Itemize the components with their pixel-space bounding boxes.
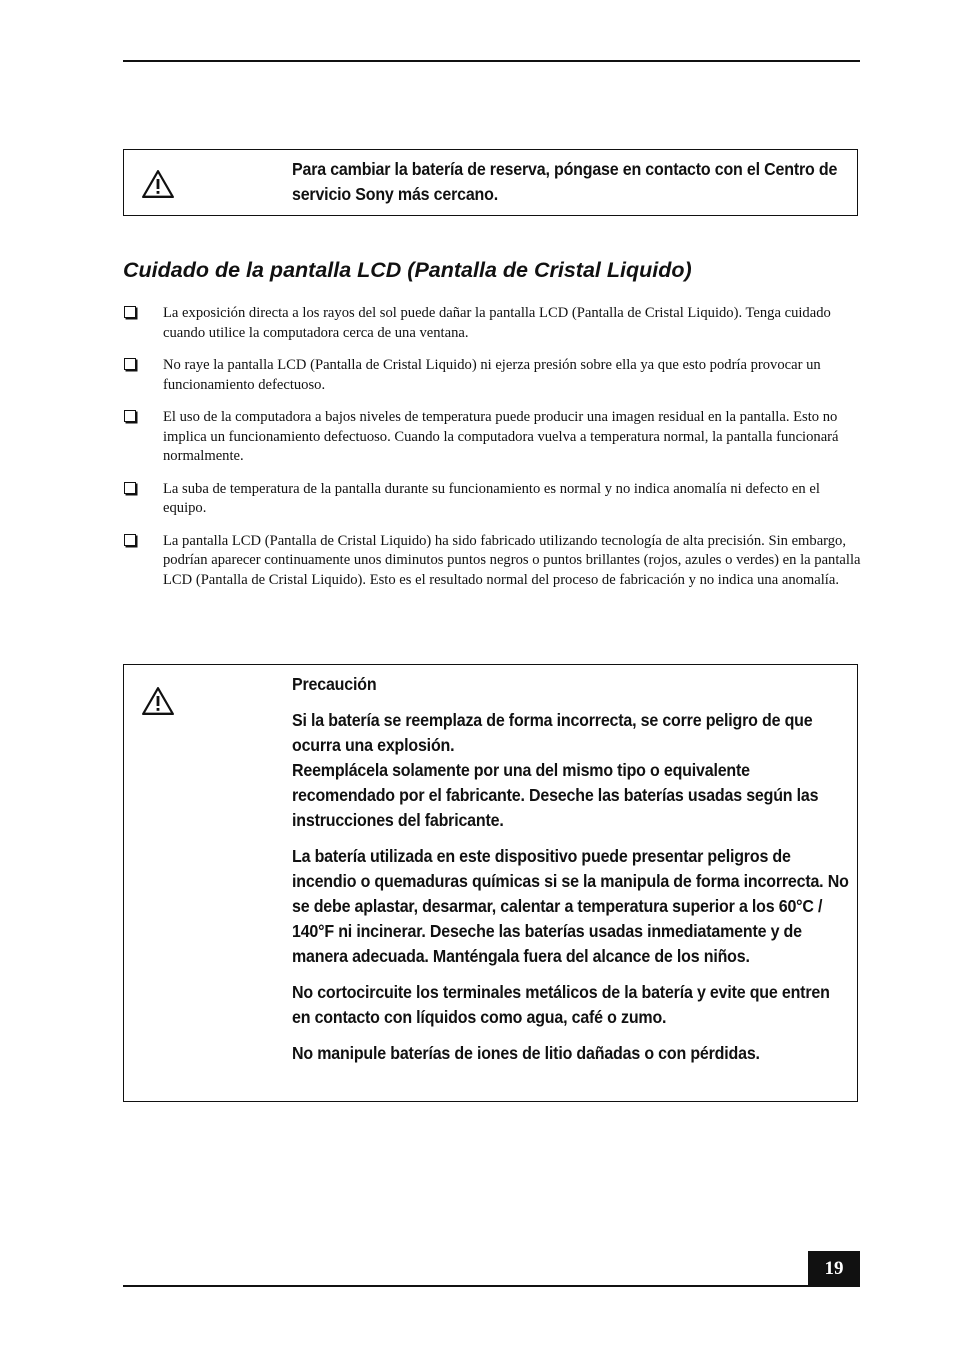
caution-text [292,672,850,1066]
list-item-text: La suba de temperatura de la pantalla durante su funcionamiento es normal y no indica anomalía ni defecto en el equipo. [163,480,820,516]
battery-replacement-warning-box [123,149,858,216]
checkbox-bullet-icon [124,482,136,494]
list-item-text: La pantalla LCD (Pantalla de Cristal Liquido) ha sido fabricado utilizando tecnología de alta precisión. Sin embargo, podrían aparecer continuamente unos diminutos puntos negros o puntos brillantes (rojos, azules o verdes) en la pantalla LCD (Pantalla de Cristal Liquido). Esto es el resultado normal del proceso de fabricación y no indica una anomalía. [163,532,861,588]
warning-text [292,157,844,207]
list-item-text: La exposición directa a los rayos del sol puede dañar la pantalla LCD (Pantalla de Cristal Liquido). Tenga cuidado cuando utilice la computadora cerca de una ventana. [163,305,831,341]
caution-paragraph: Si la batería se reemplaza de forma incorrecta, se corre peligro de que ocurra una explosión. [292,710,813,755]
caution-box [123,664,858,1102]
section-heading: Cuidado de la pantalla LCD (Pantalla de Cristal Liquido) [123,258,692,282]
caution-paragraph: No manipule baterías de iones de litio dañadas o con pérdidas. [292,1043,760,1063]
caution-title: Precaución [292,674,377,694]
list-item [123,480,863,519]
list-item [123,304,863,343]
warning-triangle-icon [140,168,176,200]
list-item [123,532,863,591]
checkbox-bullet-icon [124,534,136,546]
checkbox-bullet-icon [124,410,136,422]
list-item [123,408,863,467]
list-item-text: No raye la pantalla LCD (Pantalla de Cristal Liquido) ni ejerza presión sobre ella ya que esto podría provocar un funcionamiento defectuoso. [163,357,821,393]
list-item [123,356,863,395]
warning-triangle-icon [140,685,176,717]
page-number: 19 [808,1251,860,1287]
checkbox-bullet-icon [124,358,136,370]
list-item-text: El uso de la computadora a bajos niveles de temperatura puede producir una imagen residual en la pantalla. Esto no implica un funcionamiento defectuoso. Cuando la computadora vuelva a temperatura normal, la pantalla funcionará normalmente. [163,409,839,464]
caution-paragraph: No cortocircuite los terminales metálicos de la batería y evite que entren en contacto con líquidos como agua, café o zumo. [292,982,830,1027]
checkbox-bullet-icon [124,306,136,318]
footer-rule [123,1285,860,1287]
lcd-care-list [123,304,863,590]
caution-paragraph: Reemplácela solamente por una del mismo tipo o equivalente recomendado por el fabricante. Deseche las baterías usadas según las instrucciones del fabricante. [292,760,819,830]
caution-paragraph: La batería utilizada en este dispositivo puede presentar peligros de incendio o quemaduras químicas si se la manipula de forma incorrecta. No se debe aplastar, desarmar, calentar a temperatura superior a los 60°C / 140°F ni incinerar. Deseche las baterías usadas inmediatamente y de manera adecuada. Manténgala fuera del alcance de los niños. [292,846,849,966]
warning-message: Para cambiar la batería de reserva, póngase en contacto con el Centro de servicio Sony más cercano. [292,159,838,204]
header-rule [123,60,860,62]
